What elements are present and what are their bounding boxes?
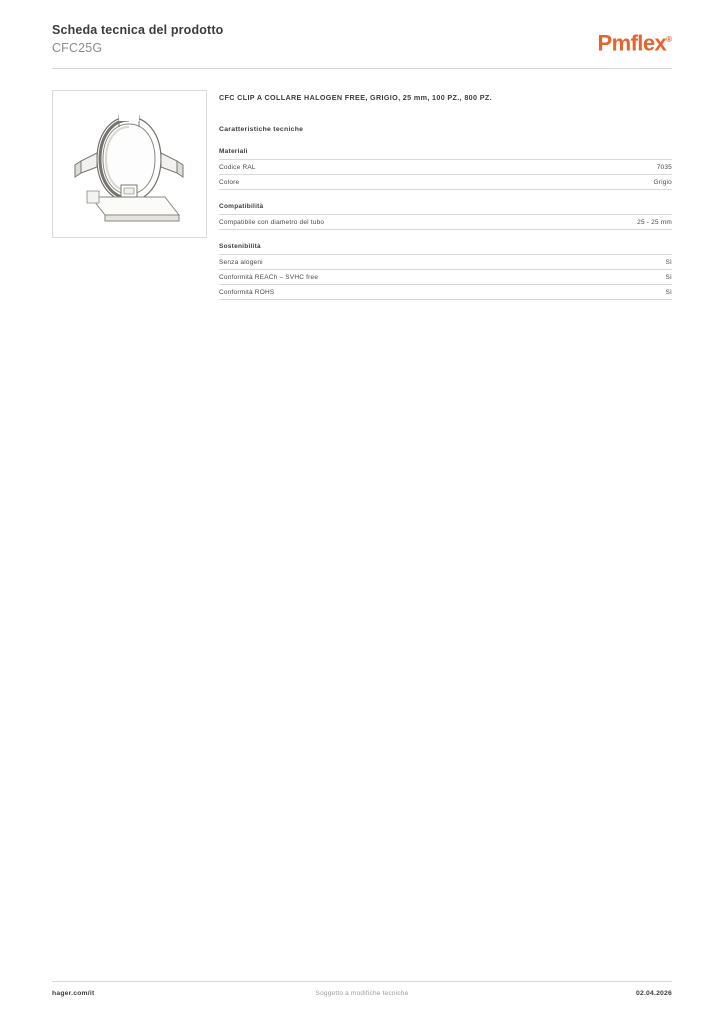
product-image (52, 90, 207, 238)
spec-table (219, 159, 672, 190)
spec-group-title: Sostenibilità (219, 243, 261, 250)
spec-group-compatibilita (219, 202, 672, 230)
footer-disclaimer: Soggetto a modifiche tecniche (315, 990, 409, 997)
page-header (52, 22, 672, 66)
spec-group-sostenibilita (219, 242, 672, 300)
product-code: CFC25G (52, 41, 103, 55)
product-spec-panel (219, 92, 672, 300)
table-row (219, 270, 672, 285)
spec-group-title: Compatibilità (219, 203, 264, 210)
page-title: Scheda tecnica del prodotto (52, 23, 224, 37)
spec-table (219, 254, 672, 300)
table-row (219, 285, 672, 300)
table-row (219, 255, 672, 270)
cable-clip-illustration (53, 91, 206, 237)
spec-value: 7035 (656, 163, 672, 171)
spec-value: 25 - 25 mm (637, 218, 672, 226)
spec-label: Colore (219, 178, 240, 186)
spec-value: Grigio (653, 178, 672, 186)
spec-value: Sì (665, 288, 672, 296)
spec-label: Senza alogeni (219, 258, 263, 266)
product-description: CFC CLIP A COLLARE HALOGEN FREE, GRIGIO, 25 mm, 100 PZ., 800 PZ. (219, 93, 492, 102)
spec-value: Sì (665, 273, 672, 281)
table-row (219, 175, 672, 190)
spec-label: Compatibile con diametro del tubo (219, 218, 325, 226)
logo-trademark-icon: ® (666, 35, 672, 44)
spec-group-materiali (219, 147, 672, 190)
spec-group-title: Materiali (219, 148, 248, 155)
table-row (219, 215, 672, 230)
spec-label: Conformità ROHS (219, 288, 275, 296)
title-block (52, 22, 223, 56)
spec-value: Sì (665, 258, 672, 266)
spec-label: Conformità REACh – SVHC free (219, 273, 319, 281)
spec-table (219, 214, 672, 230)
pmflex-logo (598, 28, 672, 55)
specs-section-title: Caratteristiche tecniche (219, 126, 304, 133)
page-footer (52, 988, 672, 1002)
logo-wordmark: Pmflex (597, 30, 667, 56)
table-row (219, 160, 672, 175)
footer-site-link[interactable]: hager.com/it (52, 990, 95, 997)
footer-date: 02.04.2026 (635, 990, 672, 997)
header-divider (52, 68, 672, 69)
footer-divider (52, 981, 672, 982)
spec-label: Codice RAL (219, 163, 256, 171)
